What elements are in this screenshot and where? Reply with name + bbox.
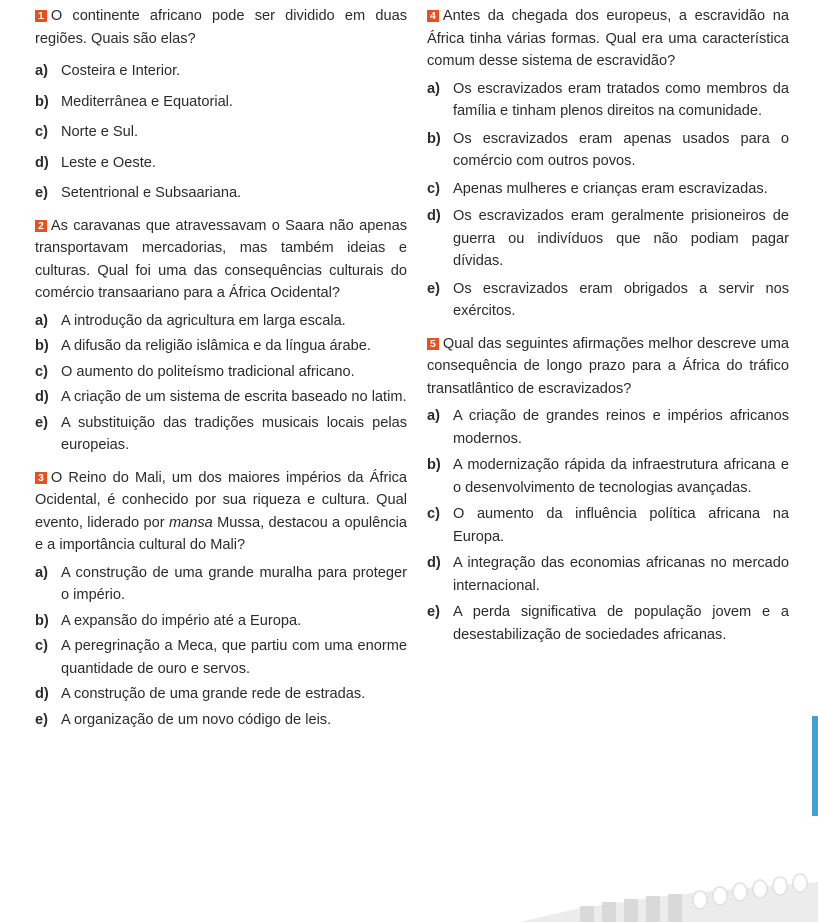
option-d[interactable]: d ) A integração das economias africanas no mercado internacional. bbox=[427, 552, 789, 597]
option-e[interactable]: e ) Os escravizados eram obrigados a servir nos exércitos. bbox=[427, 278, 789, 323]
question-4 bbox=[427, 5, 789, 323]
question-number: 3 bbox=[35, 472, 47, 484]
question-stem: 3 O Reino do Mali, um dos maiores impérios da África Ocidental, é conhecido por sua riqueza e cultura. Qual evento, liderado por mansa Mussa, destacou a opulência e a importância cultural do Mali? bbox=[35, 469, 407, 553]
question-number: 2 bbox=[35, 220, 47, 232]
page-edge-accent-bar bbox=[812, 716, 818, 816]
option-b[interactable]: b ) A expansão do império até a Europa. bbox=[35, 610, 407, 633]
option-d[interactable]: d ) A criação de um sistema de escrita baseado no latim. bbox=[35, 386, 407, 409]
option-c[interactable]: c ) A peregrinação a Meca, que partiu com uma enorme quantidade de ouro e servos. bbox=[35, 635, 407, 680]
option-b[interactable]: b ) A modernização rápida da infraestrutura africana e o desenvolvimento de tecnologias avançadas. bbox=[427, 454, 789, 499]
option-a[interactable]: a ) Costeira e Interior. bbox=[35, 60, 407, 83]
question-stem: 1 O continente africano pode ser dividido em duas regiões. Quais são elas? bbox=[35, 8, 407, 47]
option-c[interactable]: c ) O aumento da influência política africana na Europa. bbox=[427, 503, 789, 548]
option-e[interactable]: e ) A perda significativa de população jovem e a desestabilização de sociedades africanas. bbox=[427, 601, 789, 646]
option-d[interactable]: d ) A construção de uma grande rede de estradas. bbox=[35, 683, 407, 706]
question-3 bbox=[35, 467, 407, 732]
question-stem: 4 Antes da chegada dos europeus, a escravidão na África tinha várias formas. Qual era uma característica comum desse sistema de escravidão? bbox=[427, 8, 789, 69]
question-number: 5 bbox=[427, 338, 439, 350]
option-e[interactable]: e ) Setentrional e Subsaariana. bbox=[35, 182, 407, 205]
right-column bbox=[427, 0, 789, 646]
option-e[interactable]: e ) A organização de um novo código de leis. bbox=[35, 709, 407, 732]
question-1 bbox=[35, 5, 407, 205]
question-number: 4 bbox=[427, 10, 439, 22]
option-a[interactable]: a ) A introdução da agricultura em larga escala. bbox=[35, 310, 407, 333]
option-b[interactable]: b ) Os escravizados eram apenas usados para o comércio com outros povos. bbox=[427, 128, 789, 173]
decorative-pattern bbox=[520, 868, 818, 922]
option-a[interactable]: a ) A construção de uma grande muralha para proteger o império. bbox=[35, 562, 407, 607]
question-number: 1 bbox=[35, 10, 47, 22]
question-stem: 2 As caravanas que atravessavam o Saara não apenas transportavam mercadorias, mas também ideias e culturas. Qual foi uma das consequências culturais do comércio transaariano para a África Ocidental? bbox=[35, 217, 407, 301]
question-2 bbox=[35, 215, 407, 457]
option-d[interactable]: d ) Leste e Oeste. bbox=[35, 152, 407, 175]
question-5 bbox=[427, 333, 789, 647]
option-a[interactable]: a ) A criação de grandes reinos e impérios africanos modernos. bbox=[427, 405, 789, 450]
question-stem: 5 Qual das seguintes afirmações melhor descreve uma consequência de longo prazo para a África do tráfico transatlântico de escravizados? bbox=[427, 335, 789, 397]
option-c[interactable]: c ) Norte e Sul. bbox=[35, 121, 407, 144]
option-a[interactable]: a ) Os escravizados eram tratados como membros da família e tinham plenos direitos na comunidade. bbox=[427, 78, 789, 123]
option-c[interactable]: c ) O aumento do politeísmo tradicional africano. bbox=[35, 361, 407, 384]
option-e[interactable]: e ) A substituição das tradições musicais locais pelas europeias. bbox=[35, 412, 407, 457]
option-d[interactable]: d ) Os escravizados eram geralmente prisioneiros de guerra ou indivíduos que não podiam pagar dívidas. bbox=[427, 205, 789, 273]
left-column bbox=[35, 0, 407, 731]
option-c[interactable]: c ) Apenas mulheres e crianças eram escravizadas. bbox=[427, 178, 789, 201]
option-b[interactable]: b ) Mediterrânea e Equatorial. bbox=[35, 91, 407, 114]
option-b[interactable]: b ) A difusão da religião islâmica e da língua árabe. bbox=[35, 335, 407, 358]
